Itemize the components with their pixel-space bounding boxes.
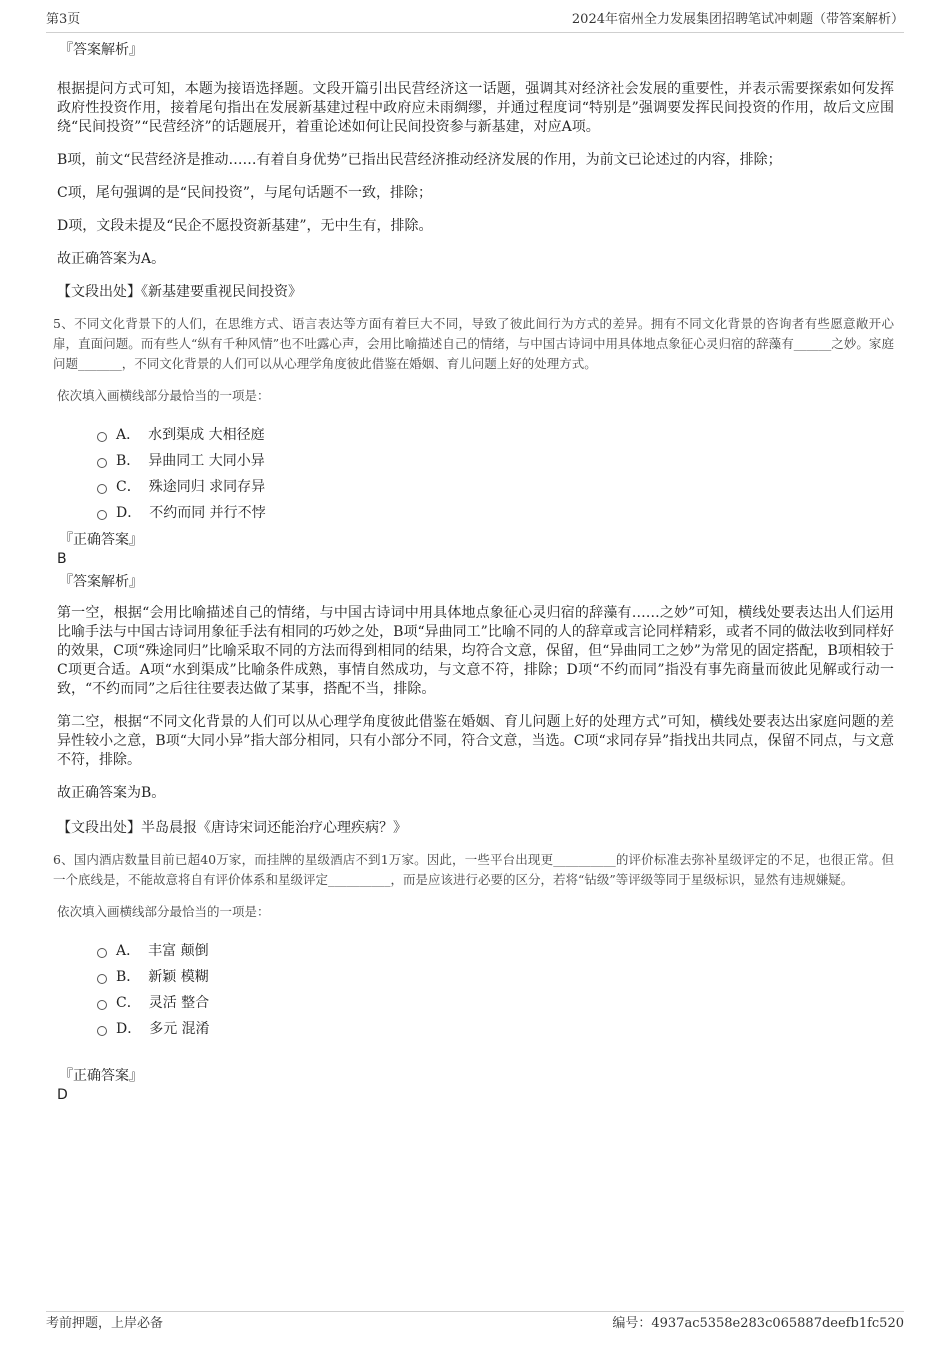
option-letter: D．	[116, 505, 142, 521]
option-letter: B．	[116, 453, 141, 469]
q5-option-d[interactable]	[97, 500, 894, 526]
q6-option-a[interactable]	[97, 938, 894, 964]
q5-conclusion: 故正确答案为B。	[57, 785, 166, 801]
q5-option-b[interactable]	[97, 448, 894, 474]
q5-analysis-label: 『答案解析』	[59, 574, 143, 590]
q5-options	[57, 422, 894, 526]
option-text: 灵活 整合	[148, 995, 210, 1011]
radio-icon[interactable]	[97, 948, 107, 958]
q4-analysis-option-d: D项，文段未提及“民企不愿投资新基建”，无中生有，排除。	[57, 218, 433, 234]
option-letter: C．	[116, 995, 141, 1011]
page-header	[46, 10, 904, 33]
document-title: 2024年宿州全力发展集团招聘笔试冲刺题（带答案解析）	[571, 12, 904, 27]
page-number: 第3页	[46, 12, 81, 27]
option-letter: B．	[116, 969, 141, 985]
q6-ask: 依次填入画横线部分最恰当的一项是：	[57, 904, 270, 919]
radio-icon[interactable]	[97, 510, 107, 520]
q4-source: 【文段出处】《新基建要重视民间投资》	[57, 284, 302, 300]
option-text: 水到渠成 大相径庭	[148, 427, 265, 443]
q5-answer: B	[57, 551, 67, 567]
q5-ask: 依次填入画横线部分最恰当的一项是：	[57, 388, 270, 403]
q5-option-c[interactable]	[97, 474, 894, 500]
q6-answer: D	[57, 1087, 68, 1103]
document-code: 编号：4937ac5358e283c065887deefb1fc520	[612, 1316, 904, 1331]
radio-icon[interactable]	[97, 484, 107, 494]
q5-option-a[interactable]	[97, 422, 894, 448]
option-text: 不约而同 并行不悖	[149, 505, 266, 521]
q4-conclusion: 故正确答案为A。	[57, 251, 166, 267]
q6-option-d[interactable]	[97, 1016, 894, 1042]
radio-icon[interactable]	[97, 432, 107, 442]
q6-options	[57, 938, 894, 1042]
q4-analysis-option-c: C项，尾句强调的是“民间投资”，与尾句话题不一致，排除；	[57, 185, 433, 201]
option-text: 新颖 模糊	[148, 969, 209, 985]
option-text: 丰富 颠倒	[148, 943, 209, 959]
radio-icon[interactable]	[97, 458, 107, 468]
q4-analysis-option-b: B项，前文“民营经济是推动……有着自身优势”已指出民营经济推动经济发展的作用，为前文已论述过的内容，排除；	[57, 152, 782, 168]
q5-analysis-first-blank: 第一空，根据“会用比喻描述自己的情绪，与中国古诗词中用具体地点象征心灵归宿的辞藻有……之妙”可知，横线处要表达出人们运用比喻手法与中国古诗词用象征手法有相同的巧妙之处，B项“异曲同工”比喻不同的人的辞章或言论同样精彩，或者不同的做法收到同样好的效果，C项“殊途同归”比喻采取不同的方法而得到相同的结果，均符合文意，保留，但“异曲同工之妙”为常见的固定搭配，B项相较于C项更合适。A项“水到渠成”比喻条件成熟，事情自然成功，与文意不符，排除；D项“不约而同”指没有事先商量而彼此见解或行动一致，“不约而同”之后往往要表达做了某事，搭配不当，排除。	[57, 605, 894, 697]
option-letter: D．	[116, 1021, 142, 1037]
option-letter: A．	[116, 427, 141, 443]
option-letter: A．	[116, 943, 141, 959]
option-text: 异曲同工 大同小异	[148, 453, 265, 469]
q5-answer-label: 『正确答案』	[59, 532, 143, 548]
q6-answer-label: 『正确答案』	[59, 1068, 143, 1084]
footer-slogan: 考前押题，上岸必备	[46, 1316, 164, 1331]
option-text: 殊途同归 求同存异	[148, 479, 266, 495]
q4-analysis-label: 『答案解析』	[59, 42, 143, 58]
q5-analysis-second-blank: 第二空，根据“不同文化背景的人们可以从心理学角度彼此借鉴在婚姻、育儿问题上好的处理方式”可知，横线处要表达出家庭问题的差异性较小之意，B项“大同小异”指大部分相同，只有小部分不同，符合文意，当选。C项“求同存异”指找出共同点，保留不同点，与文意不符，排除。	[57, 714, 894, 768]
q6-option-c[interactable]	[97, 990, 894, 1016]
q4-analysis-paragraph: 根据提问方式可知，本题为接语选择题。文段开篇引出民营经济这一话题，强调其对经济社会发展的重要性，并表示需要探索如何发挥政府性投资作用，接着尾句指出在发展新基建过程中政府应未雨绸缪，并通过程度词“特别是”强调要发挥民间投资的作用，故后文应围绕“民间投资”“民营经济”的话题展开，着重论述如何让民间投资参与新基建，对应A项。	[57, 81, 894, 135]
radio-icon[interactable]	[97, 1000, 107, 1010]
q6-stem: 6、国内酒店数量目前已超40万家，而挂牌的星级酒店不到1万家。因此，一些平台出现更__________的评价标准去弥补星级评定的不足，也很正常。但一个底线是，不能故意将自有评价体系和星级评定__________，而是应该进行必要的区分，若将“钻级”等评级等同于星级标识，显然有违规嫌疑。	[53, 852, 894, 887]
page-content	[53, 40, 894, 1104]
q5-source: 【文段出处】半岛晨报《唐诗宋词还能治疗心理疾病？》	[57, 820, 407, 836]
q5-stem: 5、不同文化背景下的人们，在思维方式、语言表达等方面有着巨大不同，导致了彼此间行为方式的差异。拥有不同文化背景的咨询者有些愿意敞开心扉，直面问题。而有些人“纵有千种风情”也不吐露心声，会用比喻描述自己的情绪，与中国古诗词中用具体地点象征心灵归宿的辞藻有______之妙。家庭问题_______，不同文化背景的人们可以从心理学角度彼此借鉴在婚姻、育儿问题上好的处理方式。	[53, 316, 894, 371]
option-letter: C．	[116, 479, 141, 495]
radio-icon[interactable]	[97, 974, 107, 984]
option-text: 多元 混淆	[149, 1021, 210, 1037]
q6-option-b[interactable]	[97, 964, 894, 990]
radio-icon[interactable]	[97, 1026, 107, 1036]
page-footer	[46, 1311, 904, 1331]
